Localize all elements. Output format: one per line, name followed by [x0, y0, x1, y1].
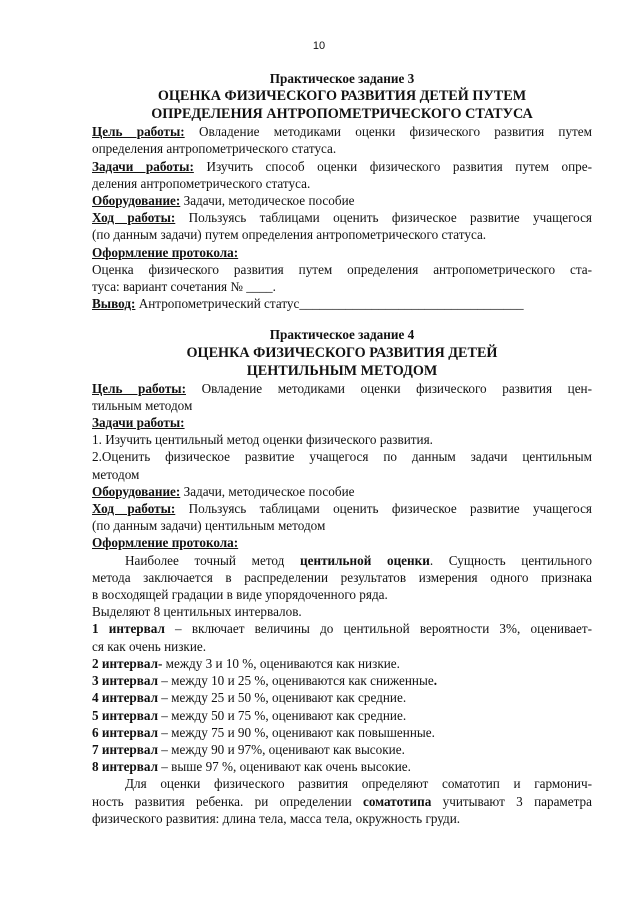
interval-label: 8 интервал: [92, 759, 158, 775]
goal-text: Овладение методиками оценки физического развития путем: [184, 124, 593, 140]
task4-paragraph-1-line3: в восходящей градации в виде упорядоченного ряда.: [92, 587, 388, 603]
task4-course-cont: (по данным задачи) центильным методом: [92, 518, 326, 534]
task4-tasks-label: Задачи работы:: [92, 415, 185, 431]
interval-8: [92, 758, 592, 775]
tasks-text: Изучить способ оценки физического развития путем опре-: [193, 158, 592, 174]
conclusion-label: Вывод:: [92, 296, 136, 312]
task4-paragraph-1: [92, 552, 592, 569]
task3-goal: [92, 123, 592, 140]
para2-text-end: учитывают 3 параметра: [431, 793, 593, 809]
page-number: 10: [312, 40, 326, 52]
interval-1: [92, 620, 592, 637]
task3-protocol-label: Оформление протокола:: [92, 244, 239, 260]
course-text: Пользуясь таблицами оценить физическое развитие учащегося: [175, 210, 592, 226]
conclusion-text: Антропометрический статус__________________________________: [135, 296, 524, 312]
equipment-text: Задачи, методическое пособие: [180, 193, 355, 209]
task4-task-item-2: 2.Оценить физическое развитие учащегося по данным задачи центильным: [92, 449, 592, 465]
interval-1-cont: ся как очень низкие.: [92, 638, 207, 654]
interval-label: 6 интервал: [92, 724, 158, 740]
para1-text-end: . Сущность центильного: [429, 552, 592, 568]
task3-protocol-cont: туса: вариант сочетания № ____.: [92, 279, 276, 295]
task3-tasks-cont: деления антропометрического статуса.: [92, 175, 311, 191]
page-body: [92, 70, 592, 827]
task3-title-line2: ОПРЕДЕЛЕНИЯ АНТРОПОМЕТРИЧЕСКОГО СТАТУСА: [151, 106, 533, 123]
task4-heading: Практическое задание 4: [269, 327, 415, 343]
task3-heading: Практическое задание 3: [269, 71, 415, 86]
task3-course: [92, 209, 592, 226]
task4-goal-cont: тильным методом: [92, 397, 193, 413]
task4-protocol-label: Оформление протокола:: [92, 535, 239, 551]
equipment-label: Оборудование:: [92, 483, 181, 499]
task4-title-line1: ОЦЕНКА ФИЗИЧЕСКОГО РАЗВИТИЯ ДЕТЕЙ: [186, 344, 498, 361]
task3-protocol-text: Оценка физического развития путем определения антропометрического ста-: [92, 261, 592, 277]
interval-4: [92, 689, 592, 706]
goal-label: Цель работы:: [92, 124, 185, 140]
goal-text: Овладение методиками оценки физического развития цен-: [186, 380, 592, 396]
interval-5: [92, 707, 592, 724]
course-label: Ход работы:: [92, 210, 176, 226]
task3-conclusion: [92, 295, 592, 312]
course-label: Ход работы:: [92, 501, 176, 517]
interval-text: – между 10 и 25 %, оцениваются как сниженные: [157, 673, 434, 689]
interval-label: 1 интервал: [92, 621, 165, 637]
interval-text: – включает величины до центильной вероятности 3%, оценивает-: [164, 621, 593, 637]
interval-label: 5 интервал: [92, 707, 158, 723]
interval-2: [92, 655, 592, 672]
equipment-text: Задачи, методическое пособие: [180, 483, 355, 499]
task3-course-cont: (по данным задачи) путем определения антропометрического статуса.: [92, 227, 487, 243]
interval-7: [92, 741, 592, 758]
task3-title-line1: ОЦЕНКА ФИЗИЧЕСКОГО РАЗВИТИЯ ДЕТЕЙ ПУТЕМ: [157, 88, 527, 105]
interval-label: 3 интервал: [92, 673, 158, 689]
para1-text: Наиболее точный метод: [125, 552, 301, 568]
task3-equipment: [92, 192, 592, 209]
task4-goal: [92, 380, 592, 397]
task4-paragraph-2-line3: физического развития: длина тела, масса тела, окружность груди.: [92, 810, 461, 826]
tasks-label: Задачи работы:: [92, 158, 194, 174]
task4-task-item-2-cont: методом: [92, 466, 140, 482]
interval-tail: .: [433, 673, 437, 689]
task4-equipment: [92, 483, 592, 500]
goal-label: Цель работы:: [92, 380, 186, 396]
interval-label: 7 интервал: [92, 741, 158, 757]
interval-label: 4 интервал: [92, 690, 158, 706]
interval-text: – между 75 и 90 %, оценивают как повышенные.: [157, 724, 435, 740]
task4-paragraph-2-line2: [92, 793, 592, 810]
interval-text: – между 25 и 50 %, оценивают как средние.: [157, 690, 407, 706]
interval-text: между 3 и 10 %, оцениваются как низкие.: [162, 655, 400, 671]
interval-text: – между 50 и 75 %, оценивают как средние.: [157, 707, 407, 723]
task4-title-line2: ЦЕНТИЛЬНЫМ МЕТОДОМ: [246, 362, 438, 379]
para2-bold: соматотипа: [362, 793, 432, 809]
interval-label: 2 интервал-: [92, 655, 163, 671]
interval-3: [92, 672, 592, 689]
task4-paragraph-2: Для оценки физического развития определяют соматотип и гармонич-: [125, 776, 592, 792]
interval-text: – выше 97 %, оценивают как очень высокие.: [157, 759, 411, 775]
task3-goal-cont: определения антропометрического статуса.: [92, 141, 337, 157]
interval-text: – между 90 и 97%, оценивают как высокие.: [157, 741, 405, 757]
equipment-label: Оборудование:: [92, 193, 181, 209]
interval-6: [92, 724, 592, 741]
intervals-intro: Выделяют 8 центильных интервалов.: [92, 604, 302, 620]
para1-bold: центильной оценки: [300, 552, 430, 568]
task3-tasks: [92, 158, 592, 175]
course-text: Пользуясь таблицами оценить физическое развитие учащегося: [175, 501, 592, 517]
para2-text: ность развития ребенка. ри определении: [92, 793, 363, 809]
task4-course: [92, 500, 592, 517]
task4-task-item-1: 1. Изучить центильный метод оценки физического развития.: [92, 432, 433, 448]
task4-paragraph-1-line2: метода заключается в распределении результатов измерения одного признака: [92, 569, 592, 585]
